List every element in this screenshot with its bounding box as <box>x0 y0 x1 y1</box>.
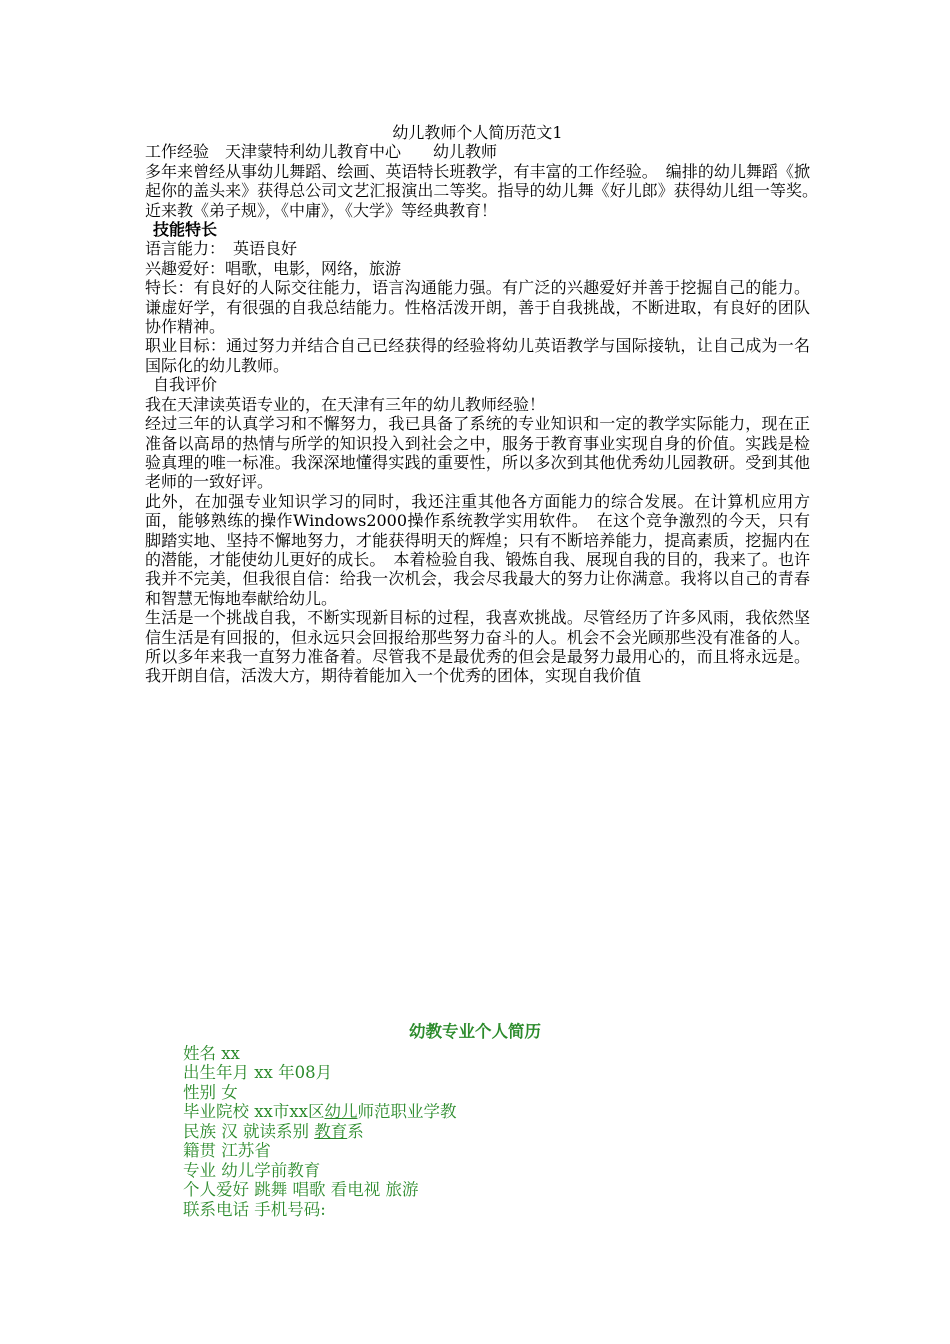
resume-section-2 <box>0 1022 950 1219</box>
evaluation-paragraph-1: 我在天津读英语专业的，在天津有三年的幼儿教师经验！ <box>145 394 546 414</box>
school-prefix: 毕业院校 xx市xx区 <box>183 1102 325 1121</box>
field-gender: 性别 女 <box>183 1082 238 1102</box>
field-ethnicity <box>183 1122 950 1142</box>
career-goal: 职业目标：通过努力并结合自己已经获得的经验将幼儿英语教学与国际接轨，让自己成为一名国际化的幼儿教师。 <box>145 336 810 375</box>
evaluation-paragraph-2: 经过三年的认真学习和不懈努力，我已具备了系统的专业知识和一定的教学实际能力，现在正准备以高昂的热情与所学的知识投入到社会之中，服务于教育事业实现自身的价值。实践是检验真理的唯一标准。我深深地懂得实践的重要性，所以多次到其他优秀幼儿园教研。受到其他老师的一致好评。 <box>145 414 810 492</box>
department-link[interactable]: 教育 <box>314 1121 348 1141</box>
school-suffix: 师范职业学教 <box>357 1102 457 1121</box>
resume-2-fields <box>0 1044 950 1220</box>
school-link[interactable]: 幼儿 <box>324 1102 358 1121</box>
ethnicity-suffix: 系 <box>347 1121 364 1141</box>
field-birth: 出生年月 xx 年08月 <box>183 1063 333 1082</box>
field-name: 姓名 xx <box>183 1043 240 1063</box>
work-experience-line: 工作经验 天津蒙特利幼儿教育中心 幼儿教师 <box>145 142 498 162</box>
self-evaluation-heading: 自我评价 <box>153 375 218 395</box>
field-native-place: 籍贯 江苏省 <box>183 1141 271 1160</box>
field-school <box>183 1102 950 1122</box>
resume-title: 幼儿教师个人简历范文1 <box>392 123 563 142</box>
field-hobbies: 个人爱好 跳舞 唱歌 看电视 旅游 <box>183 1180 419 1199</box>
evaluation-paragraph-3: 此外，在加强专业知识学习的同时，我还注重其他各方面能力的综合发展。在计算机应用方面，能够熟练的操作Windows2000操作系统教学实用软件。 在这个竞争激烈的今天，只有脚踏实地、坚持不懈地努力，才能获得明天的辉煌；只有不断培养能力，提高素质，挖掘内在的潜能，才能使幼儿更好的成长。 本着检验自我、锻炼自我、展现自我的目的，我来了。也许我并不完美，但我很自信：给我一次机会，我会尽我最大的努力让你满意。我将以自己的青春和智慧无悔地奉献给幼儿。 <box>145 491 810 608</box>
work-description: 多年来曾经从事幼儿舞蹈、绘画、英语特长班教学，有丰富的工作经验。 编排的幼儿舞蹈《掀起你的盖头来》获得总公司文艺汇报演出二等奖。指导的幼儿舞《好儿郎》获得幼儿组一等奖。 近来教《弟子规》，《中庸》，《大学》等经典教育！ <box>145 161 827 220</box>
hobbies: 兴趣爱好：唱歌，电影，网络，旅游 <box>145 258 402 278</box>
resume-section-1 <box>145 123 827 686</box>
evaluation-paragraph-4: 生活是一个挑战自我，不断实现新目标的过程，我喜欢挑战。尽管经历了许多风雨，我依然坚信生活是有回报的，但永远只会回报给那些努力奋斗的人。机会不会光顾那些没有准备的人。所以多年来我一直努力准备着。尽管我不是最优秀的但会是最努力最用心的，而且将永远是。我开朗自信，活泼大方，期待着能加入一个优秀的团体，实现自我价值 <box>145 608 810 686</box>
ethnicity-prefix: 民族 汉 就读系别 <box>183 1121 315 1141</box>
field-phone: 联系电话 手机号码: <box>183 1199 326 1219</box>
skills-heading: 技能特长 <box>153 220 218 240</box>
strengths: 特长：有良好的人际交往能力，语言沟通能力强。有广泛的兴趣爱好并善于挖掘自己的能力。谦虚好学，有很强的自我总结能力。性格活泼开朗，善于自我挑战，不断进取，有良好的团队协作精神。 <box>145 278 810 337</box>
resume-2-title: 幼教专业个人简历 <box>409 1022 541 1041</box>
language-ability: 语言能力： 英语良好 <box>145 239 298 259</box>
field-major: 专业 幼儿学前教育 <box>183 1160 321 1180</box>
